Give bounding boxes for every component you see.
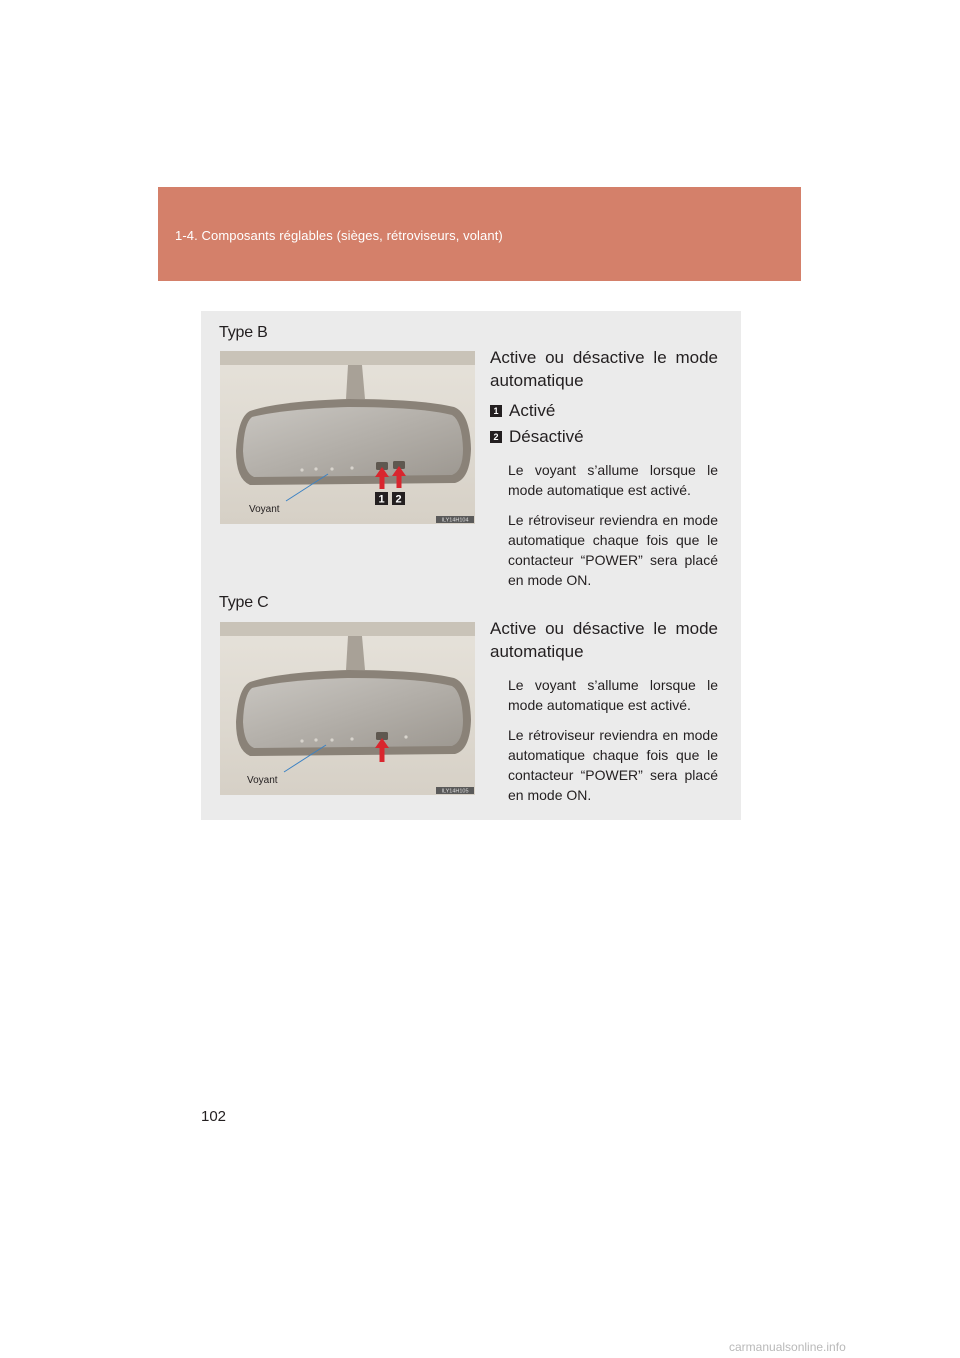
option-number-badge: 1	[490, 405, 502, 417]
option-on	[490, 400, 718, 422]
section-header-band	[158, 187, 801, 281]
option-label: Activé	[509, 401, 556, 420]
indicator-label: Voyant	[247, 775, 278, 786]
callout-1: 1	[378, 493, 385, 506]
type-b-title: Type B	[219, 324, 268, 341]
type-b-description-block	[490, 346, 718, 590]
type-b-mirror-photo	[220, 351, 475, 524]
option-number-badge: 2	[490, 431, 502, 443]
watermark: carmanualsonline.info	[729, 1340, 846, 1354]
callout-2: 2	[395, 493, 402, 506]
type-c-note-indicator: Le voyant s’allume lorsque le mode automatique est activé.	[508, 677, 718, 713]
image-code: ILY14H104	[441, 517, 469, 524]
type-c-mirror-photo	[220, 622, 475, 795]
indicator-label: Voyant	[249, 504, 280, 515]
image-code: ILY14H105	[441, 788, 469, 795]
type-c-description-block	[490, 617, 718, 805]
type-b-note-power: Le rétroviseur reviendra en mode automatique chaque fois que le contacteur “POWER” sera placé en mode ON.	[508, 512, 718, 588]
type-c-note-power: Le rétroviseur reviendra en mode automatique chaque fois que le contacteur “POWER” sera placé en mode ON.	[508, 727, 718, 803]
section-header-title: 1-4. Composants réglables (sièges, rétroviseurs, volant)	[175, 228, 503, 243]
type-c-title: Type C	[219, 594, 269, 611]
content-panel	[201, 311, 741, 820]
type-b-note-indicator: Le voyant s’allume lorsque le mode automatique est activé.	[508, 462, 718, 498]
option-off	[490, 426, 718, 448]
type-c-description: Active ou désactive le mode automatique	[490, 619, 718, 661]
option-label: Désactivé	[509, 427, 584, 446]
page-number: 102	[201, 1108, 227, 1125]
type-b-description: Active ou désactive le mode automatique	[490, 348, 718, 390]
